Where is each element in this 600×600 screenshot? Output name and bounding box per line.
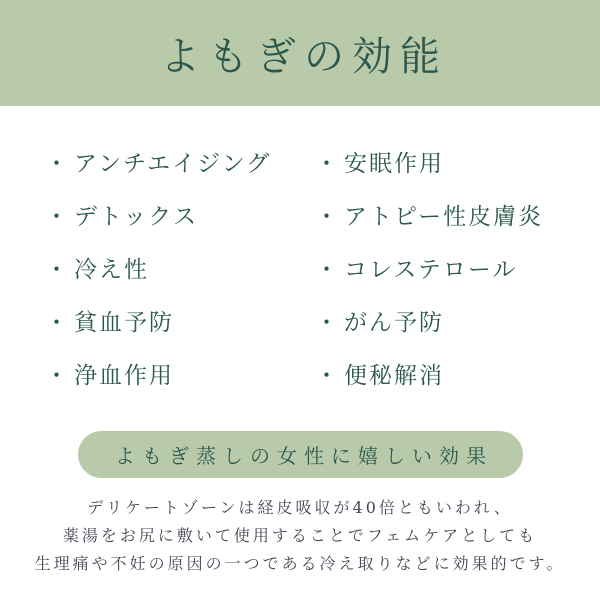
benefit-item: [45, 347, 305, 400]
benefit-label: アンチエイジング: [74, 151, 272, 177]
benefits-column-right: [315, 135, 585, 400]
bullet-dot: ・: [315, 310, 340, 336]
badge-label: よもぎ蒸しの女性に嬉しい効果: [115, 444, 493, 468]
benefit-label: 冷え性: [74, 257, 149, 283]
bullet-dot: ・: [315, 204, 340, 230]
benefit-item: [45, 241, 305, 294]
footer-line: デリケートゾーンは経皮吸収が40倍ともいわれ、: [87, 498, 513, 517]
page-title: よもぎの効能: [160, 33, 448, 80]
bullet-dot: ・: [45, 204, 70, 230]
benefit-item: [315, 347, 585, 400]
header-banner: [0, 0, 600, 106]
bullet-dot: ・: [45, 257, 70, 283]
bullet-dot: ・: [45, 363, 70, 389]
effects-badge: [78, 431, 523, 478]
benefit-item: [45, 188, 305, 241]
bullet-dot: ・: [315, 257, 340, 283]
benefits-column-left: [45, 135, 305, 400]
benefit-label: 貧血予防: [74, 310, 174, 336]
benefit-item: [45, 294, 305, 347]
benefit-item: [315, 294, 585, 347]
benefit-label: アトピー性皮膚炎: [344, 204, 544, 230]
footer-line: 薬湯をお尻に敷いて使用することでフェムケアとしても: [62, 526, 538, 545]
bullet-dot: ・: [45, 310, 70, 336]
benefit-item: [315, 241, 585, 294]
benefit-item: [315, 188, 585, 241]
footer-paragraph: [0, 494, 600, 578]
benefit-label: コレステロール: [344, 257, 518, 283]
benefit-label: がん予防: [344, 310, 444, 336]
benefit-item: [45, 135, 305, 188]
bullet-dot: ・: [45, 151, 70, 177]
benefit-label: 安眠作用: [344, 151, 444, 177]
bullet-dot: ・: [315, 151, 340, 177]
benefit-label: デトックス: [74, 204, 199, 230]
bullet-dot: ・: [315, 363, 340, 389]
footer-line: 生理痛や不妊の原因の一つである冷え取りなどに効果的です。: [34, 554, 566, 573]
benefit-label: 便秘解消: [344, 363, 444, 389]
benefit-label: 浄血作用: [74, 363, 174, 389]
benefit-item: [315, 135, 585, 188]
